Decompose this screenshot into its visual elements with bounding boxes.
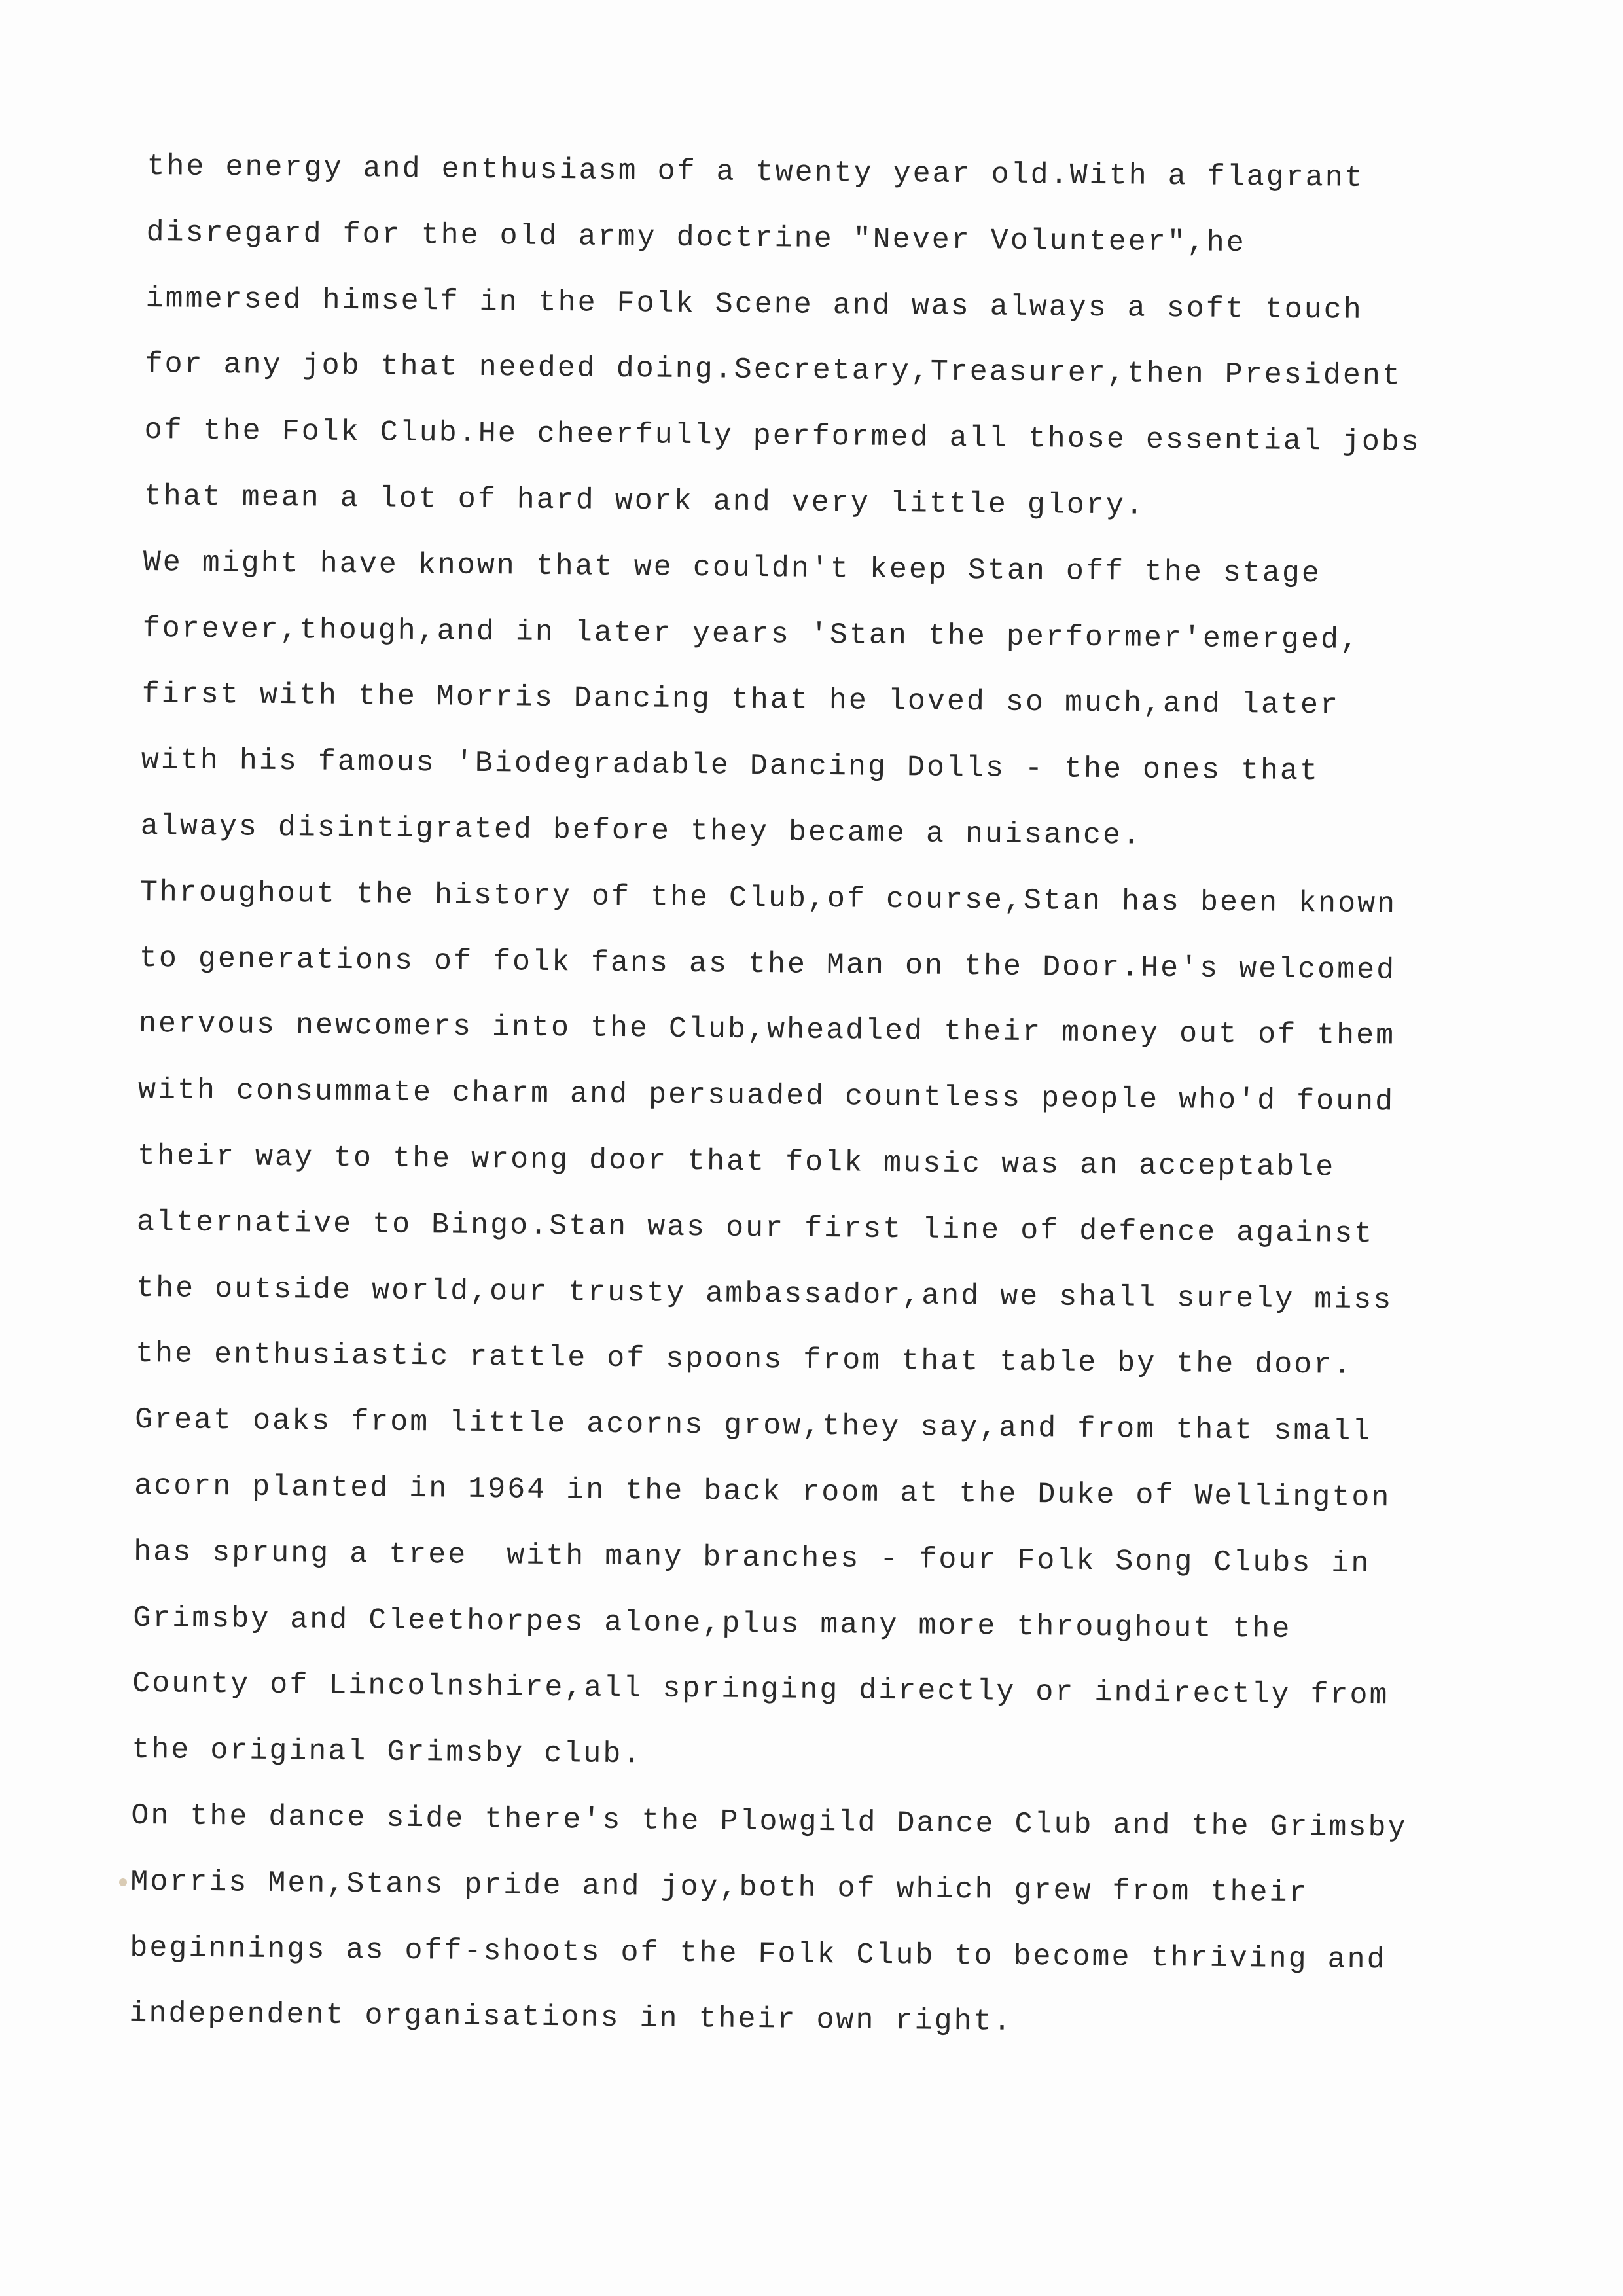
text-line: acorn planted in 1964 in the back room at the Duke of Wellington	[134, 1469, 1391, 1515]
text-line: Great oaks from little acorns grow,they say,and from that small	[134, 1403, 1372, 1449]
typed-text-body	[129, 134, 1522, 2060]
text-line: has sprung a tree with many branches - four Folk Song Clubs in	[133, 1535, 1371, 1581]
text-line: independent organisations in their own right.	[129, 1997, 1013, 2039]
text-line: of the Folk Club.He cheerfully performed all those essential jobs	[144, 414, 1421, 459]
text-line: alternative to Bingo.Stan was our first line of defence against	[136, 1205, 1374, 1251]
text-line: the energy and enthusiasm of a twenty year old.With a flagrant	[147, 149, 1364, 195]
text-line: immersed himself in the Folk Scene and was always a soft touch	[145, 281, 1364, 327]
text-line: Grimsby and Cleethorpes alone,plus many more throughout the	[132, 1601, 1292, 1646]
text-line: first with the Morris Dancing that he loved so much,and later	[141, 677, 1340, 723]
text-line: the original Grimsby club.	[132, 1733, 643, 1772]
text-line: with his famous 'Biodegradable Dancing Dolls - the ones that	[141, 744, 1320, 789]
text-line: We might have known that we couldn't keep Stan off the stage	[143, 545, 1322, 591]
text-line: always disintigrated before they became a nuisance.	[140, 809, 1143, 853]
text-line: disregard for the old army doctrine "Never Volunteer",he	[146, 215, 1246, 260]
text-line: County of Lincolnshire,all springing directly or indirectly from	[132, 1667, 1389, 1713]
text-line: nervous newcomers into the Club,wheadled their money out of them	[138, 1007, 1396, 1053]
text-line: Throughout the history of the Club,of course,Stan has been known	[139, 875, 1397, 922]
text-line: with consummate charm and persuaded countless people who'd found	[137, 1073, 1395, 1119]
paper-speck	[119, 1878, 127, 1886]
text-line: On the dance side there's the Plowgild Dance Club and the Grimsby	[131, 1799, 1408, 1845]
text-line: Morris Men,Stans pride and joy,both of which grew from their	[130, 1865, 1309, 1910]
text-line: for any job that needed doing.Secretary,Treasurer,then President	[145, 348, 1402, 393]
text-line: their way to the wrong door that folk music was an acceptable	[137, 1139, 1336, 1185]
text-line: forever,though,and in later years 'Stan the performer'emerged,	[142, 611, 1361, 657]
text-line: the outside world,our trusty ambassador,and we shall surely miss	[135, 1271, 1393, 1317]
text-line: the enthusiastic rattle of spoons from that table by the door.	[135, 1337, 1353, 1383]
text-line: that mean a lot of hard work and very little glory.	[143, 479, 1146, 523]
text-line: to generations of folk fans as the Man on the Door.He's welcomed	[139, 941, 1397, 987]
text-line: beginnings as off-shoots of the Folk Club to become thriving and	[130, 1931, 1387, 1977]
